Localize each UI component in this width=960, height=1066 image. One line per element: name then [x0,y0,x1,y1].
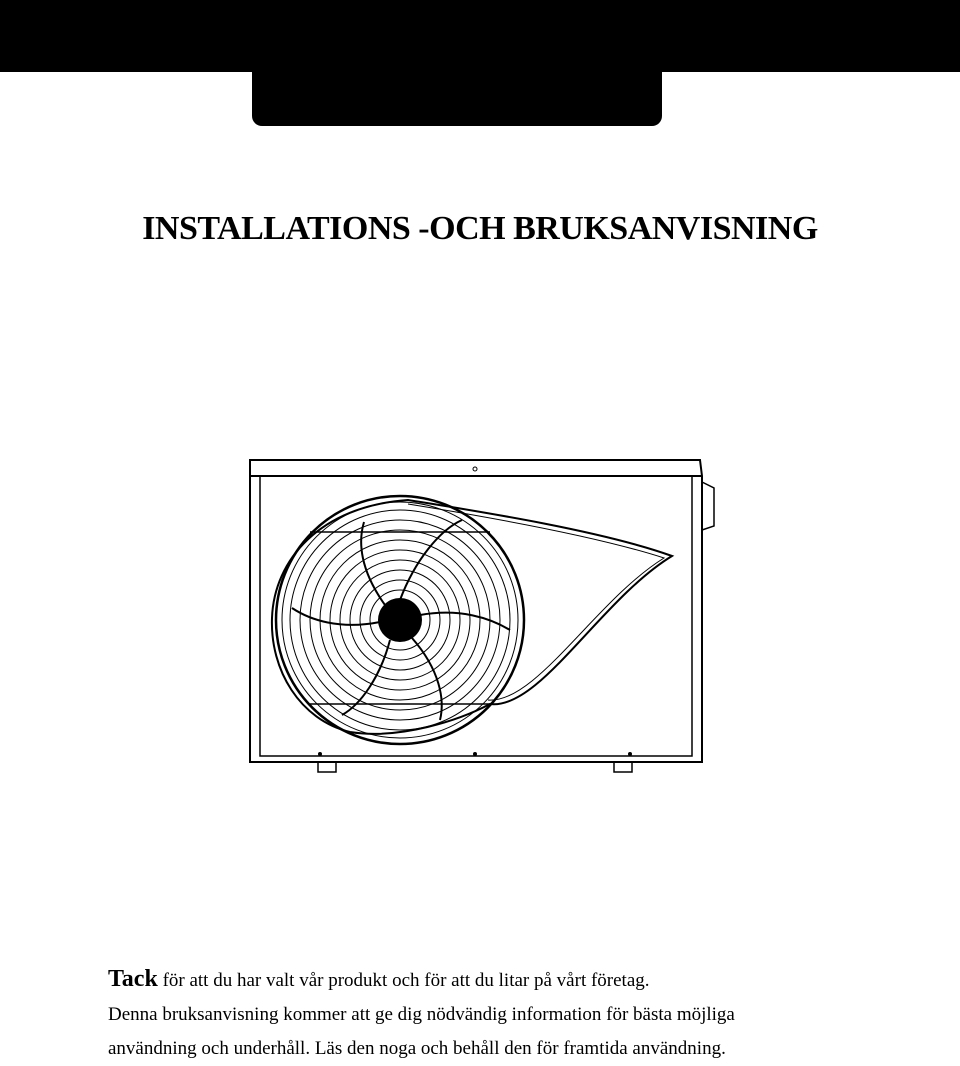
intro-bold-word: Tack [108,966,158,992]
document-title: INSTALLATIONS -OCH BRUKSANVISNING [142,210,818,247]
side-connector [702,482,714,530]
header-tab [252,60,662,126]
intro-line-1 [108,962,868,998]
grille-outline [272,500,672,734]
foot-right [614,762,632,772]
intro-line-2: Denna bruksanvisning kommer att ge dig nödvändig information för bästa möjliga [108,1004,735,1025]
intro-rest: för att du har valt vår produkt och för att du litar på vårt företag. [157,970,650,991]
foot-left [318,762,336,772]
fan-hub [378,598,422,642]
intro-text [108,962,868,1066]
intro-line-3: användning och underhåll. Läs den noga och behåll den för framtida användning. [108,1038,726,1059]
heat-pump-illustration [240,450,720,780]
